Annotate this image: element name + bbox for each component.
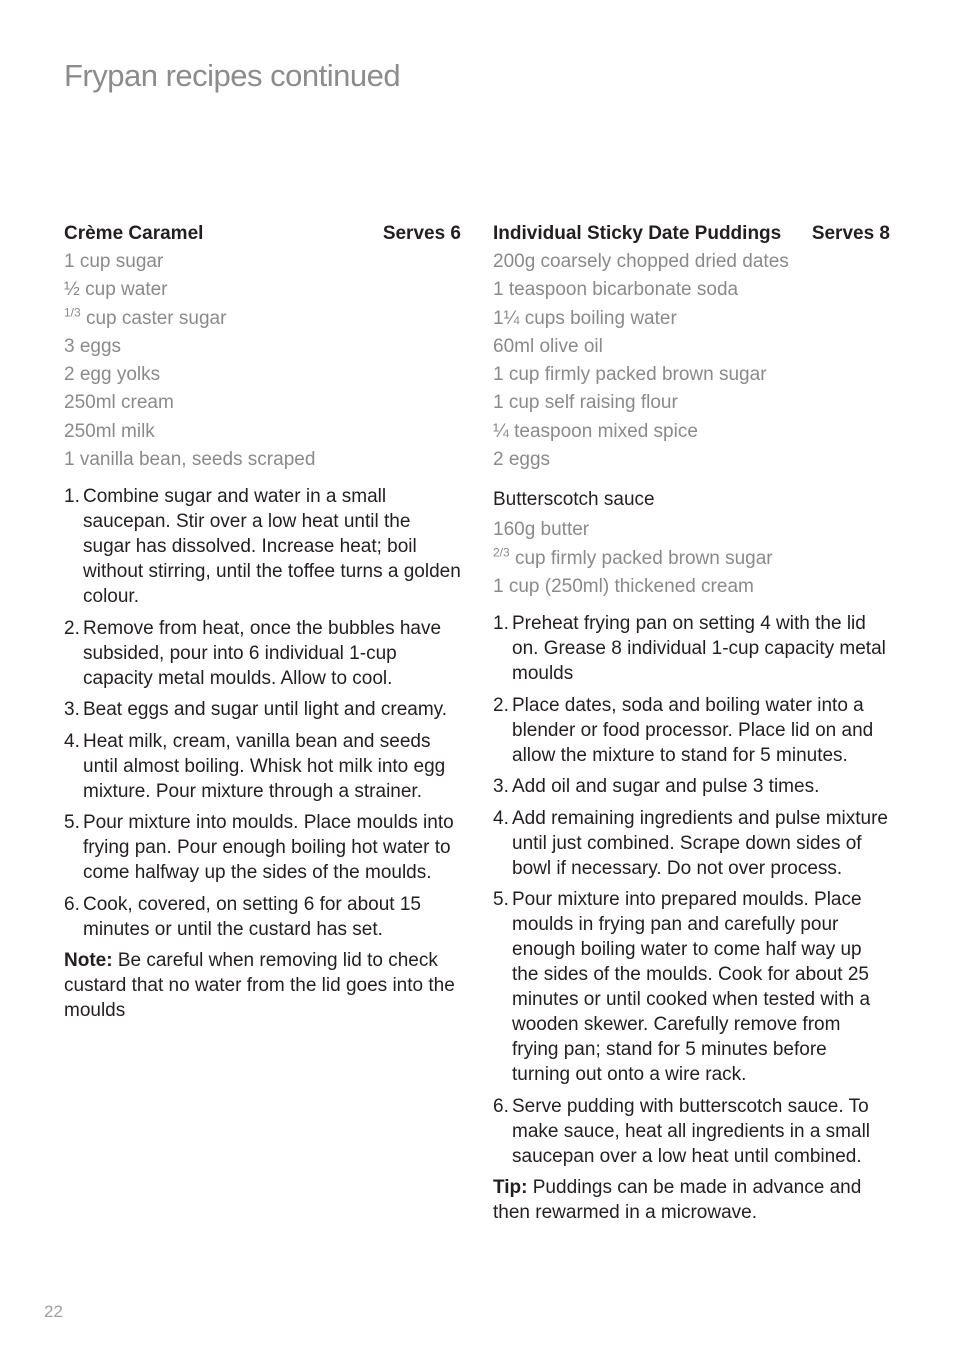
method-step: 6. Serve pudding with butterscotch sauce. To make sauce, heat all ingredients in a small saucepan over a low heat until combined. (493, 1095, 871, 1167)
ingredient-item: 250ml milk (64, 420, 155, 442)
ingredient-item: $^{1/3}$ cup caster sugar (64, 305, 227, 329)
method-step: 5. Pour mixture into prepared moulds. Place moulds in frying pan and carefully pour enough boiling water to come half way up the sides of the moulds. Cook for about 25 minutes or until cooked when tested with a wooden skewer. Carefully remove from frying pan; stand for 5 minutes before turning out onto a wire rack. (493, 889, 871, 1086)
recipe-title: Crème Caramel (64, 223, 204, 244)
note-label: Note: (64, 950, 113, 972)
recipe-header (493, 220, 890, 248)
recipe-creme-caramel (64, 220, 461, 1023)
method-step: 4. Add remaining ingredients and pulse mixture until just combined. Scrape down sides of bowl if necessary. Do not over process. (493, 807, 888, 879)
ingredient-item: 2 eggs (493, 449, 551, 471)
ingredient-item: 60ml olive oil (493, 335, 603, 357)
sauce-ingredient-list (493, 516, 890, 601)
page-number: 22 (44, 1302, 63, 1321)
method-step: 5. Pour mixture into moulds. Place moulds into frying pan. Pour enough boiling hot water to come halfway up the sides of the moulds. (64, 812, 454, 884)
ingredient-item: 250ml cream (64, 392, 174, 414)
ingredient-list (493, 248, 890, 474)
method-step: 1. Preheat frying pan on setting 4 with the lid on. Grease 8 individual 1-cup capacity metal moulds (493, 613, 886, 685)
tip-label: Tip: (493, 1177, 528, 1199)
ingredient-item: 1 cup (250ml) thickened cream (493, 575, 754, 597)
fraction: 2/3 (493, 545, 510, 560)
ingredient-item: 1¼ cups boiling water (493, 307, 677, 329)
method-step: 3. Add oil and sugar and pulse 3 times. (493, 776, 820, 798)
recipe-sticky-date-puddings (493, 220, 890, 1225)
ingredient-item: $^{2/3}$ cup firmly packed brown sugar (493, 545, 773, 569)
method-step: 4. Heat milk, cream, vanilla bean and seeds until almost boiling. Whisk hot milk into egg mixture. Pour mixture through a strainer. (64, 730, 446, 802)
ingredient-item: 1 vanilla bean, seeds scraped (64, 449, 316, 471)
recipe-note (64, 948, 461, 1023)
ingredient-item: 1 cup sugar (64, 251, 164, 272)
recipe-tip (493, 1175, 890, 1225)
ingredient-item: 160g butter (493, 519, 590, 541)
recipe-header (64, 220, 461, 248)
fraction: 1/3 (64, 305, 81, 320)
method-step: 2. Remove from heat, once the bubbles have subsided, pour into 6 individual 1-cup capacity metal moulds. Allow to cool. (64, 617, 442, 689)
ingredient-item: 2 egg yolks (64, 364, 161, 386)
method-step: 1. Combine sugar and water in a small saucepan. Stir over a low heat until the sugar has dissolved. Increase heat; boil without stirring, until the toffee turns a golden colour. (64, 486, 461, 608)
method-list (493, 611, 890, 1169)
ingredient-item: 1 cup firmly packed brown sugar (493, 364, 767, 386)
method-list (64, 484, 461, 942)
note-text: Be careful when removing lid to check custard that no water from the lid goes into the moulds (64, 950, 455, 1022)
ingredient-item: 1 cup self raising flour (493, 392, 678, 414)
tip-text: Puddings can be made in advance and then rewarmed in a microwave. (493, 1177, 862, 1224)
page-title: Frypan recipes continued (64, 58, 401, 93)
recipe-serves: Serves 6 (382, 223, 461, 244)
ingredient-list (64, 248, 461, 474)
recipe-title: Individual Sticky Date Puddings (493, 223, 782, 244)
method-step: 2. Place dates, soda and boiling water into a blender or food processor. Place lid on and allow the mixture to stand for 5 minutes. (493, 694, 874, 766)
ingredient-item: 200g coarsely chopped dried dates (493, 251, 789, 272)
method-step: 6. Cook, covered, on setting 6 for about 15 minutes or until the custard has set. (64, 893, 421, 940)
ingredient-item: ¼ teaspoon mixed spice (493, 420, 698, 442)
method-step: 3. Beat eggs and sugar until light and creamy. (64, 699, 448, 721)
sauce-heading: Butterscotch sauce (493, 489, 655, 511)
ingredient-item: 3 eggs (64, 335, 122, 357)
recipe-serves: Serves 8 (811, 223, 890, 244)
ingredient-item: 1 teaspoon bicarbonate soda (493, 279, 739, 301)
ingredient-item: ½ cup water (64, 279, 168, 301)
